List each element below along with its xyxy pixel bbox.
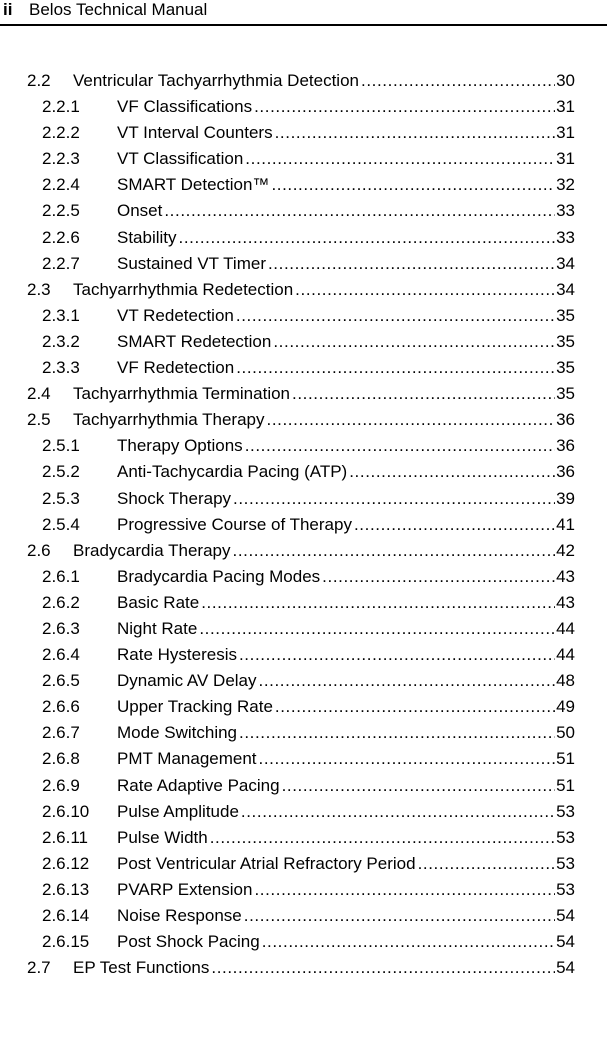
toc-entry-text xyxy=(117,513,575,537)
toc-section-number: 2.6.4 xyxy=(42,645,80,665)
toc-section-number: 2.3 xyxy=(27,279,51,299)
toc-section-title: Pulse Amplitude xyxy=(117,801,239,821)
toc-entry-text xyxy=(117,226,575,250)
toc-section-number: 2.2.2 xyxy=(42,123,80,143)
toc-section-title: Therapy Options xyxy=(117,436,243,456)
toc-entry-text xyxy=(117,434,575,458)
toc-dot-leader xyxy=(233,539,576,563)
toc-page-number: 31 xyxy=(555,147,575,171)
toc-section-title: Mode Switching xyxy=(117,723,238,743)
toc-dot-leader xyxy=(239,643,575,667)
toc-section-title: Onset xyxy=(117,201,163,221)
toc-entry-text xyxy=(117,591,575,615)
toc-section-title: Tachyarrhythmia Termination xyxy=(73,384,290,404)
toc-section-title: Night Rate xyxy=(117,618,198,638)
toc-page-number: 30 xyxy=(555,69,575,93)
toc-entry-text xyxy=(117,904,575,928)
toc-section-title: Anti-Tachycardia Pacing (ATP) xyxy=(117,462,348,482)
toc-section-number: 2.2.7 xyxy=(42,253,80,273)
toc-entry[interactable] xyxy=(0,591,607,617)
toc-dot-leader xyxy=(349,460,575,484)
toc-entry[interactable] xyxy=(0,513,607,539)
toc-entry-text xyxy=(117,356,575,380)
toc-entry[interactable] xyxy=(0,617,607,643)
toc-dot-leader xyxy=(210,826,575,850)
toc-page-number: 35 xyxy=(555,330,575,354)
toc-section-number: 2.3.1 xyxy=(42,305,80,325)
toc-entry[interactable] xyxy=(0,956,607,982)
toc-dot-leader xyxy=(361,69,575,93)
toc-dot-leader xyxy=(275,121,575,145)
toc-dot-leader xyxy=(271,173,575,197)
toc-entry[interactable] xyxy=(0,252,607,278)
toc-page-number: 50 xyxy=(555,721,575,745)
toc-section-title: Post Shock Pacing xyxy=(117,932,260,952)
toc-section-title: Progressive Course of Therapy xyxy=(117,514,352,534)
toc-section-number: 2.6.11 xyxy=(42,827,89,847)
toc-entry[interactable] xyxy=(0,721,607,747)
toc-page-number: 32 xyxy=(555,173,575,197)
toc-page-number: 36 xyxy=(555,408,575,432)
toc-entry-text xyxy=(117,304,575,328)
toc-section-number: 2.2.5 xyxy=(42,201,80,221)
toc-dot-leader xyxy=(418,852,575,876)
toc-entry[interactable] xyxy=(0,774,607,800)
toc-section-number: 2.4 xyxy=(27,384,51,404)
toc-entry[interactable] xyxy=(0,930,607,956)
toc-section-number: 2.2 xyxy=(27,71,51,90)
toc-entry[interactable] xyxy=(0,643,607,669)
toc-entry-text xyxy=(73,539,575,563)
toc-section-number: 2.6.2 xyxy=(42,592,80,612)
toc-entry-text xyxy=(117,95,575,119)
toc-dot-leader xyxy=(282,774,575,798)
toc-dot-leader xyxy=(268,252,575,276)
toc-section-title: PMT Management xyxy=(117,749,257,769)
toc-entry-text xyxy=(117,330,575,354)
toc-entry[interactable] xyxy=(0,304,607,330)
toc-section-title: Rate Hysteresis xyxy=(117,645,237,665)
toc-page-number: 53 xyxy=(555,878,575,902)
toc-dot-leader xyxy=(236,356,575,380)
toc-entry-text xyxy=(117,669,575,693)
toc-section-title: Bradycardia Therapy xyxy=(73,540,231,560)
toc-section-number: 2.3.3 xyxy=(42,358,80,378)
toc-page-number: 42 xyxy=(555,539,575,563)
toc-dot-leader xyxy=(239,721,575,745)
toc-section-number: 2.6.8 xyxy=(42,749,80,769)
toc-page-number: 36 xyxy=(555,460,575,484)
toc-section-title: Basic Rate xyxy=(117,592,200,612)
toc-dot-leader xyxy=(259,669,575,693)
toc-section-number: 2.6.14 xyxy=(42,906,90,925)
toc-dot-leader xyxy=(275,695,575,719)
toc-dot-leader xyxy=(236,304,575,328)
toc-section-number: 2.6.12 xyxy=(42,853,90,873)
toc-entry[interactable] xyxy=(0,539,607,565)
toc-section-title: Pulse Width xyxy=(117,827,208,847)
toc-entry[interactable] xyxy=(0,695,607,721)
toc-page-number: 43 xyxy=(555,591,575,615)
toc-section-title: Bradycardia Pacing Modes xyxy=(117,566,321,586)
toc-entry-text xyxy=(117,721,575,745)
toc-page-number: 33 xyxy=(555,199,575,223)
toc-entry[interactable] xyxy=(0,408,607,434)
toc-entry[interactable] xyxy=(0,669,607,695)
toc-entry[interactable] xyxy=(0,356,607,382)
toc-dot-leader xyxy=(354,513,575,537)
toc-section-title: Rate Adaptive Pacing xyxy=(117,775,280,795)
page-header xyxy=(0,0,607,26)
toc-entry-text xyxy=(117,252,575,276)
toc-page-number: 51 xyxy=(555,774,575,798)
toc-section-title: Tachyarrhythmia Therapy xyxy=(73,410,265,430)
toc-entry-text xyxy=(117,878,575,902)
toc-entry[interactable] xyxy=(0,460,607,486)
toc-section-title: Stability xyxy=(117,227,177,247)
toc-entry-text xyxy=(117,852,575,876)
toc-dot-leader xyxy=(233,487,575,511)
toc-entry[interactable] xyxy=(0,226,607,252)
toc-entry[interactable] xyxy=(0,147,607,173)
toc-dot-leader xyxy=(241,800,575,824)
toc-section-number: 2.6.1 xyxy=(42,566,80,586)
toc-section-number: 2.3.2 xyxy=(42,331,80,351)
toc-section-number: 2.2.1 xyxy=(42,97,80,117)
toc-dot-leader xyxy=(322,565,575,589)
toc-page-number: 39 xyxy=(555,487,575,511)
toc-entry[interactable] xyxy=(0,800,607,826)
toc-entry[interactable] xyxy=(0,904,607,930)
toc-page-number: 35 xyxy=(555,356,575,380)
toc-entry-text xyxy=(117,800,575,824)
toc-entry-text xyxy=(117,460,575,484)
toc-dot-leader xyxy=(245,147,575,171)
toc-section-number: 2.5 xyxy=(27,410,51,430)
toc-page-number: 34 xyxy=(555,278,575,302)
toc-entry-text xyxy=(73,408,575,432)
toc-dot-leader xyxy=(262,930,575,954)
toc-section-title: Ventricular Tachyarrhythmia Detection xyxy=(73,71,359,90)
toc-section-number: 2.2.3 xyxy=(42,149,80,169)
toc-entry[interactable] xyxy=(0,95,607,121)
toc-entry[interactable] xyxy=(0,278,607,304)
toc-section-title: Dynamic AV Delay xyxy=(117,671,257,691)
toc-section-title: Shock Therapy xyxy=(117,488,232,508)
toc-entry-text xyxy=(117,774,575,798)
toc-section-title: Upper Tracking Rate xyxy=(117,697,273,717)
toc-section-number: 2.6.7 xyxy=(42,723,80,743)
toc-dot-leader xyxy=(292,382,575,406)
toc-entry-text xyxy=(73,278,575,302)
toc-section-title: Noise Response xyxy=(117,906,242,925)
toc-page-number: 33 xyxy=(555,226,575,250)
toc-section-title: VT Redetection xyxy=(117,305,234,325)
toc-entry-text xyxy=(117,147,575,171)
toc-entry-text xyxy=(117,643,575,667)
toc-dot-leader xyxy=(267,408,576,432)
toc-entry[interactable] xyxy=(0,487,607,513)
toc-entry-text xyxy=(117,199,575,223)
toc-section-title: EP Test Functions xyxy=(73,958,210,978)
toc-entry-text xyxy=(117,826,575,850)
toc-page-number: 53 xyxy=(555,800,575,824)
toc-entry[interactable] xyxy=(0,878,607,904)
toc-section-number: 2.5.1 xyxy=(42,436,80,456)
page-number: ii xyxy=(3,0,13,19)
toc-dot-leader xyxy=(254,95,575,119)
toc-section-title: VT Interval Counters xyxy=(117,123,273,143)
toc-section-number: 2.5.3 xyxy=(42,488,80,508)
toc-page-number: 44 xyxy=(555,617,575,641)
toc-entry[interactable] xyxy=(0,826,607,852)
toc-dot-leader xyxy=(164,199,575,223)
document-title: Belos Technical Manual xyxy=(29,0,208,19)
toc-entry-text xyxy=(117,565,575,589)
toc-page-number: 34 xyxy=(555,252,575,276)
toc-section-title: Sustained VT Timer xyxy=(117,253,266,273)
toc-page-number: 41 xyxy=(555,513,575,537)
toc-entry[interactable] xyxy=(0,173,607,199)
toc-entry-text xyxy=(117,487,575,511)
toc-section-number: 2.6.10 xyxy=(42,801,90,821)
toc-entry-text xyxy=(117,121,575,145)
toc-entry[interactable] xyxy=(0,382,607,408)
toc-dot-leader xyxy=(254,878,575,902)
table-of-contents xyxy=(0,69,607,982)
toc-page-number: 54 xyxy=(555,956,575,980)
toc-section-title: VF Redetection xyxy=(117,358,235,378)
toc-section-title: Tachyarrhythmia Redetection xyxy=(73,279,294,299)
toc-section-number: 2.2.6 xyxy=(42,227,80,247)
toc-entry-text xyxy=(73,69,575,93)
toc-section-number: 2.6.15 xyxy=(42,932,90,952)
toc-page-number: 53 xyxy=(555,852,575,876)
toc-page-number: 44 xyxy=(555,643,575,667)
toc-section-title: VT Classification xyxy=(117,149,244,169)
toc-dot-leader xyxy=(201,591,575,615)
toc-dot-leader xyxy=(295,278,575,302)
toc-dot-leader xyxy=(211,956,575,980)
toc-page-number: 31 xyxy=(555,95,575,119)
toc-dot-leader xyxy=(199,617,575,641)
toc-section-number: 2.6.6 xyxy=(42,697,80,717)
toc-section-number: 2.7 xyxy=(27,958,51,978)
toc-section-number: 2.6 xyxy=(27,540,51,560)
toc-section-number: 2.6.13 xyxy=(42,879,90,899)
toc-section-title: PVARP Extension xyxy=(117,879,253,899)
toc-page-number: 53 xyxy=(555,826,575,850)
toc-section-number: 2.6.5 xyxy=(42,671,80,691)
toc-entry-text xyxy=(117,930,575,954)
toc-section-title: SMART Redetection xyxy=(117,331,272,351)
toc-page-number: 49 xyxy=(555,695,575,719)
toc-page-number: 36 xyxy=(555,434,575,458)
toc-page-number: 43 xyxy=(555,565,575,589)
toc-section-number: 2.5.4 xyxy=(42,514,80,534)
toc-page-number: 54 xyxy=(555,904,575,928)
toc-page-number: 54 xyxy=(555,930,575,954)
toc-section-number: 2.2.4 xyxy=(42,175,80,195)
toc-entry[interactable] xyxy=(0,199,607,225)
toc-dot-leader xyxy=(244,904,575,928)
toc-entry[interactable] xyxy=(0,330,607,356)
toc-entry-text xyxy=(117,617,575,641)
toc-entry-text xyxy=(117,695,575,719)
toc-dot-leader xyxy=(259,747,575,771)
toc-entry[interactable] xyxy=(0,434,607,460)
toc-dot-leader xyxy=(245,434,575,458)
toc-entry[interactable] xyxy=(0,565,607,591)
toc-dot-leader xyxy=(179,226,575,250)
toc-page-number: 51 xyxy=(555,747,575,771)
toc-entry[interactable] xyxy=(0,852,607,878)
toc-page-number: 48 xyxy=(555,669,575,693)
toc-entry-text xyxy=(117,747,575,771)
toc-page-number: 31 xyxy=(555,121,575,145)
toc-entry[interactable] xyxy=(0,69,607,95)
toc-section-number: 2.6.9 xyxy=(42,775,80,795)
toc-section-title: VF Classifications xyxy=(117,97,253,117)
toc-page-number: 35 xyxy=(555,304,575,328)
toc-section-number: 2.6.3 xyxy=(42,618,80,638)
toc-section-title: Post Ventricular Atrial Refractory Period xyxy=(117,853,416,873)
toc-entry-text xyxy=(73,956,575,980)
toc-section-title: SMART Detection™ xyxy=(117,175,270,195)
toc-section-number: 2.5.2 xyxy=(42,462,80,482)
toc-entry-text xyxy=(73,382,575,406)
toc-entry[interactable] xyxy=(0,121,607,147)
toc-dot-leader xyxy=(273,330,575,354)
toc-entry-text xyxy=(117,173,575,197)
toc-page-number: 35 xyxy=(555,382,575,406)
toc-entry[interactable] xyxy=(0,747,607,773)
